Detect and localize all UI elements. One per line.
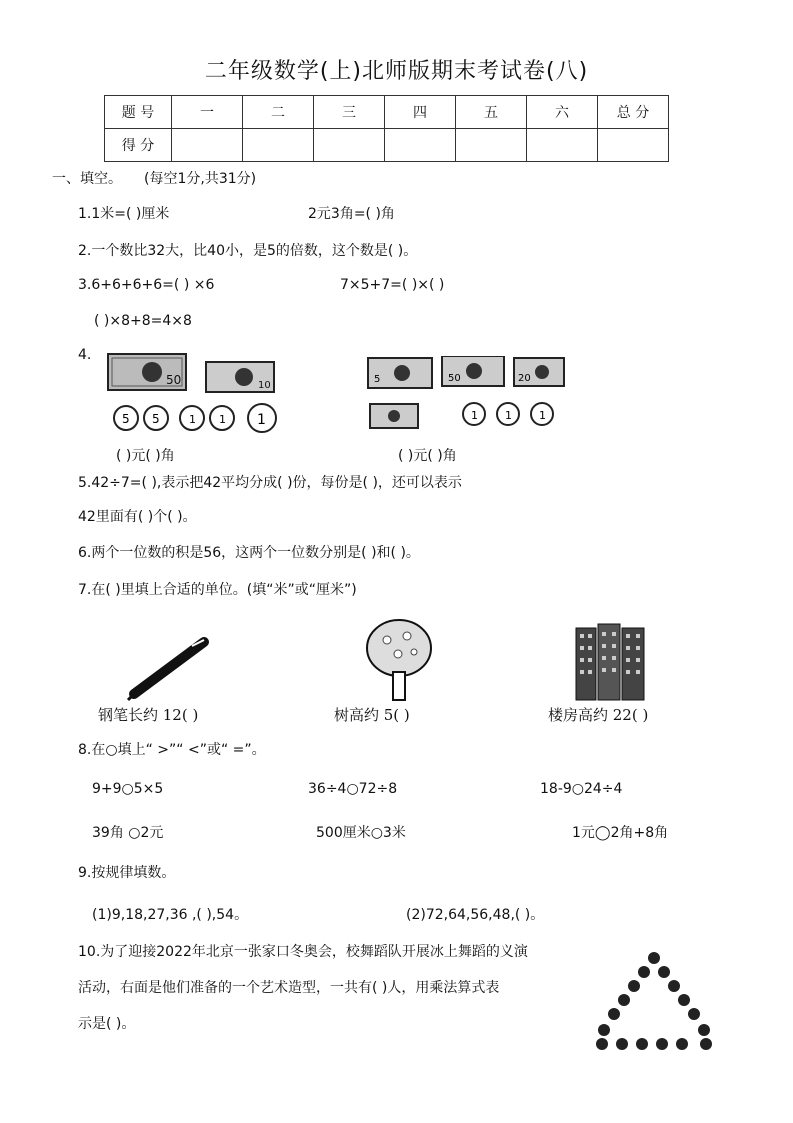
svg-text:5: 5 [152, 412, 160, 426]
score-cell: 三 [314, 96, 385, 129]
tree-caption: 树高约 5( ) [334, 706, 410, 724]
coin-icon [531, 403, 553, 425]
svg-text:5: 5 [122, 412, 130, 426]
svg-text:50: 50 [448, 373, 461, 384]
score-table [104, 95, 669, 162]
score-cell: 四 [385, 96, 456, 129]
score-cell: 得 分 [105, 129, 172, 162]
question-6: 6.两个一位数的积是56，这两个一位数分别是( )和( )。 [78, 545, 420, 561]
banknote-icon [368, 358, 432, 388]
banknote-icon [206, 362, 274, 392]
score-input-cell[interactable] [385, 129, 456, 162]
coin-icon [210, 406, 234, 430]
score-input-cell[interactable] [456, 129, 527, 162]
score-input-cell[interactable] [527, 129, 598, 162]
compare-item: 36÷4○72÷8 [308, 781, 398, 797]
svg-text:1: 1 [257, 412, 266, 428]
question-3b: 7×5+7=( )×( ) [340, 277, 445, 293]
pen-icon [124, 632, 214, 702]
compare-item: 9+9○5×5 [92, 781, 164, 797]
coin-icon [114, 406, 138, 430]
coin-icon [248, 404, 276, 432]
building-caption: 楼房高约 22( ) [548, 706, 649, 724]
score-cell: 题 号 [105, 96, 172, 129]
question-10-line2: 活动，右面是他们准备的一个艺术造型，一共有( )人，用乘法算式表 [78, 980, 500, 996]
money-left-illustration [106, 352, 286, 436]
banknote-icon [442, 356, 504, 386]
coin-icon [180, 406, 204, 430]
section-heading: 一、填空。 [52, 171, 122, 187]
question-4-left-answer: ( )元( )角 [116, 448, 175, 464]
tree-icon [362, 616, 436, 702]
pen-caption: 钢笔长约 12( ) [98, 706, 199, 724]
score-cell: 一 [172, 96, 243, 129]
question-7: 7.在( )里填上合适的单位。(填“米”或“厘米”) [78, 582, 357, 598]
score-input-cell[interactable] [172, 129, 243, 162]
compare-item: 500厘米○3米 [316, 825, 406, 841]
svg-text:1: 1 [539, 409, 546, 422]
compare-item: 1元◯2角+8角 [572, 825, 669, 841]
banknote-icon [370, 404, 418, 428]
question-5-line1: 5.42÷7=( ),表示把42平均分成( )份，每份是( )，还可以表示 [78, 475, 462, 491]
coin-icon [144, 406, 168, 430]
score-input-cell[interactable] [243, 129, 314, 162]
score-cell: 六 [527, 96, 598, 129]
coin-icon [497, 403, 519, 425]
score-cell: 总 分 [598, 96, 669, 129]
question-10-line1: 10.为了迎接2022年北京一张家口冬奥会，校舞蹈队开展冰上舞蹈的义演 [78, 944, 528, 960]
question-5-line2: 42里面有( )个( )。 [78, 509, 197, 525]
sequence-2: (2)72,64,56,48,( )。 [406, 907, 545, 923]
question-1a: 1.1米=( )厘米 [78, 206, 170, 222]
sequence-1: (1)9,18,27,36 ,( ),54。 [92, 907, 249, 923]
svg-text:20: 20 [518, 373, 531, 384]
question-3a: 3.6+6+6+6=( ) ×6 [78, 277, 215, 293]
banknote-icon [514, 358, 564, 386]
question-4-right-answer: ( )元( )角 [398, 448, 457, 464]
coin-icon [463, 403, 485, 425]
page-title: 二年级数学(上)北师版期末考试卷(八) [204, 59, 589, 84]
banknote-icon [108, 354, 186, 390]
score-input-cell[interactable] [314, 129, 385, 162]
question-3c: ( )×8+8=4×8 [94, 313, 192, 329]
svg-text:10: 10 [258, 380, 271, 391]
score-cell: 二 [243, 96, 314, 129]
compare-item: 18-9○24÷4 [540, 781, 623, 797]
compare-item: 39角 ○2元 [92, 825, 164, 841]
score-cell: 五 [456, 96, 527, 129]
svg-text:50: 50 [166, 373, 182, 387]
dancer-triangle-illustration [594, 950, 718, 1054]
question-10-line3: 示是( )。 [78, 1016, 136, 1032]
score-input-cell[interactable] [598, 129, 669, 162]
section-note: (每空1分,共31分) [144, 171, 257, 187]
svg-text:1: 1 [189, 413, 196, 426]
question-1b: 2元3角=( )角 [308, 206, 395, 222]
score-value-row [105, 129, 669, 162]
score-header-row [105, 96, 669, 129]
svg-text:1: 1 [219, 413, 226, 426]
question-9: 9.按规律填数。 [78, 865, 176, 881]
svg-text:5: 5 [374, 374, 381, 385]
money-right-illustration [366, 356, 566, 436]
question-4-number: 4. [78, 347, 92, 363]
building-icon [572, 620, 648, 702]
question-8: 8.在○填上“ >”“ <”或“ =”。 [78, 742, 266, 758]
question-2: 2.一个数比32大，比40小，是5的倍数，这个数是( )。 [78, 243, 418, 259]
svg-text:1: 1 [505, 409, 512, 422]
svg-text:1: 1 [471, 409, 478, 422]
